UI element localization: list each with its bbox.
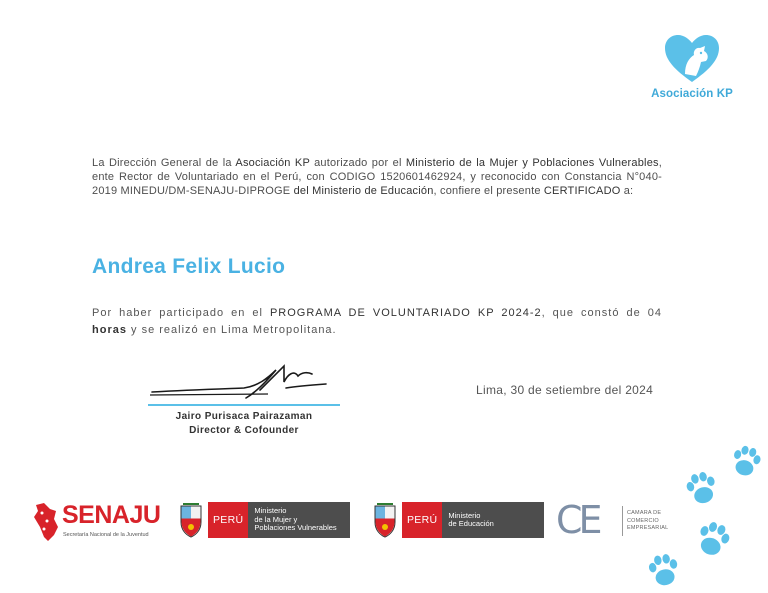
ministerio-educacion-name xyxy=(442,502,544,538)
recipient-name: Andrea Felix Lucio xyxy=(92,255,286,278)
body-text: Por haber participado en el xyxy=(92,307,270,319)
signature-block xyxy=(148,362,340,436)
signature-scribble xyxy=(148,362,340,400)
peru-coat-of-arms-icon xyxy=(372,502,398,538)
footer-logos xyxy=(0,498,768,548)
intro-certificate: CERTIFICADO xyxy=(543,185,621,198)
signer-role: Director & Cofounder xyxy=(189,425,299,436)
ce-letters: CE xyxy=(556,498,599,542)
intro-text: , ente Rector de Voluntariado en el Perú, con CODIGO 1520601462924, y reconocido con Constancia N°040-2019 MINEDU/DM-SENAJU-DIPROGE xyxy=(92,157,662,198)
body-text: , que constó de 04 xyxy=(541,307,662,319)
intro-text: autorizado por el xyxy=(309,157,406,169)
issue-date: Lima, 30 de setiembre del 2024 xyxy=(476,383,654,397)
heart-dog-icon xyxy=(663,34,721,84)
intro-paragraph xyxy=(92,156,662,199)
signer-name: Jairo Purisaca Pairazaman xyxy=(175,411,313,422)
ministry-line: Ministerio xyxy=(448,510,481,520)
ministry-line: Ministerio xyxy=(254,506,287,516)
asociacion-kp-logo xyxy=(640,34,744,100)
ce-divider xyxy=(622,506,623,536)
senaju-subtitle: Secretaría Nacional de la Juventud xyxy=(63,532,149,538)
peru-label: PERÚ xyxy=(402,502,442,538)
ce-line: CAMARA DE xyxy=(627,510,662,516)
ce-text xyxy=(627,510,668,533)
peru-coat-of-arms-icon xyxy=(178,502,204,538)
signature-line xyxy=(148,404,340,406)
senaju-title: SENAJU xyxy=(62,501,161,529)
intro-org: Asociación KP xyxy=(235,157,310,169)
hours-label: horas xyxy=(92,323,127,336)
intro-ministry-education: del Ministerio de Educación xyxy=(293,185,434,198)
participation-paragraph xyxy=(92,305,662,338)
ministerio-educacion-logo xyxy=(372,502,544,538)
ministry-line: Poblaciones Vulnerables xyxy=(254,523,337,533)
intro-text: , confiere el presente xyxy=(433,185,544,198)
paw-print-icon xyxy=(645,552,683,590)
body-text: y se realizó en Lima Metropolitana. xyxy=(126,323,337,336)
intro-ministry: Ministerio de la Mujer y Poblaciones Vulnerables xyxy=(405,157,659,169)
peru-map-icon xyxy=(32,501,60,543)
peru-label: PERÚ xyxy=(208,502,248,538)
ministry-line: de Educación xyxy=(448,519,494,528)
logo-text: Asociación KP xyxy=(651,88,733,100)
intro-text: La Dirección General de la xyxy=(92,157,236,169)
camara-comercio-logo xyxy=(556,500,686,540)
ministry-line: de la Mujer y xyxy=(254,514,298,524)
ministerio-mujer-logo xyxy=(178,502,350,538)
paw-print-icon xyxy=(728,444,764,480)
ce-line: COMERCIO xyxy=(627,517,659,524)
intro-text: a: xyxy=(620,185,634,198)
ce-line: EMPRESARIAL xyxy=(627,525,669,531)
program-name: PROGRAMA DE VOLUNTARIADO KP 2024-2 xyxy=(269,307,542,319)
ministerio-mujer-name xyxy=(248,502,350,538)
senaju-logo xyxy=(32,501,172,545)
